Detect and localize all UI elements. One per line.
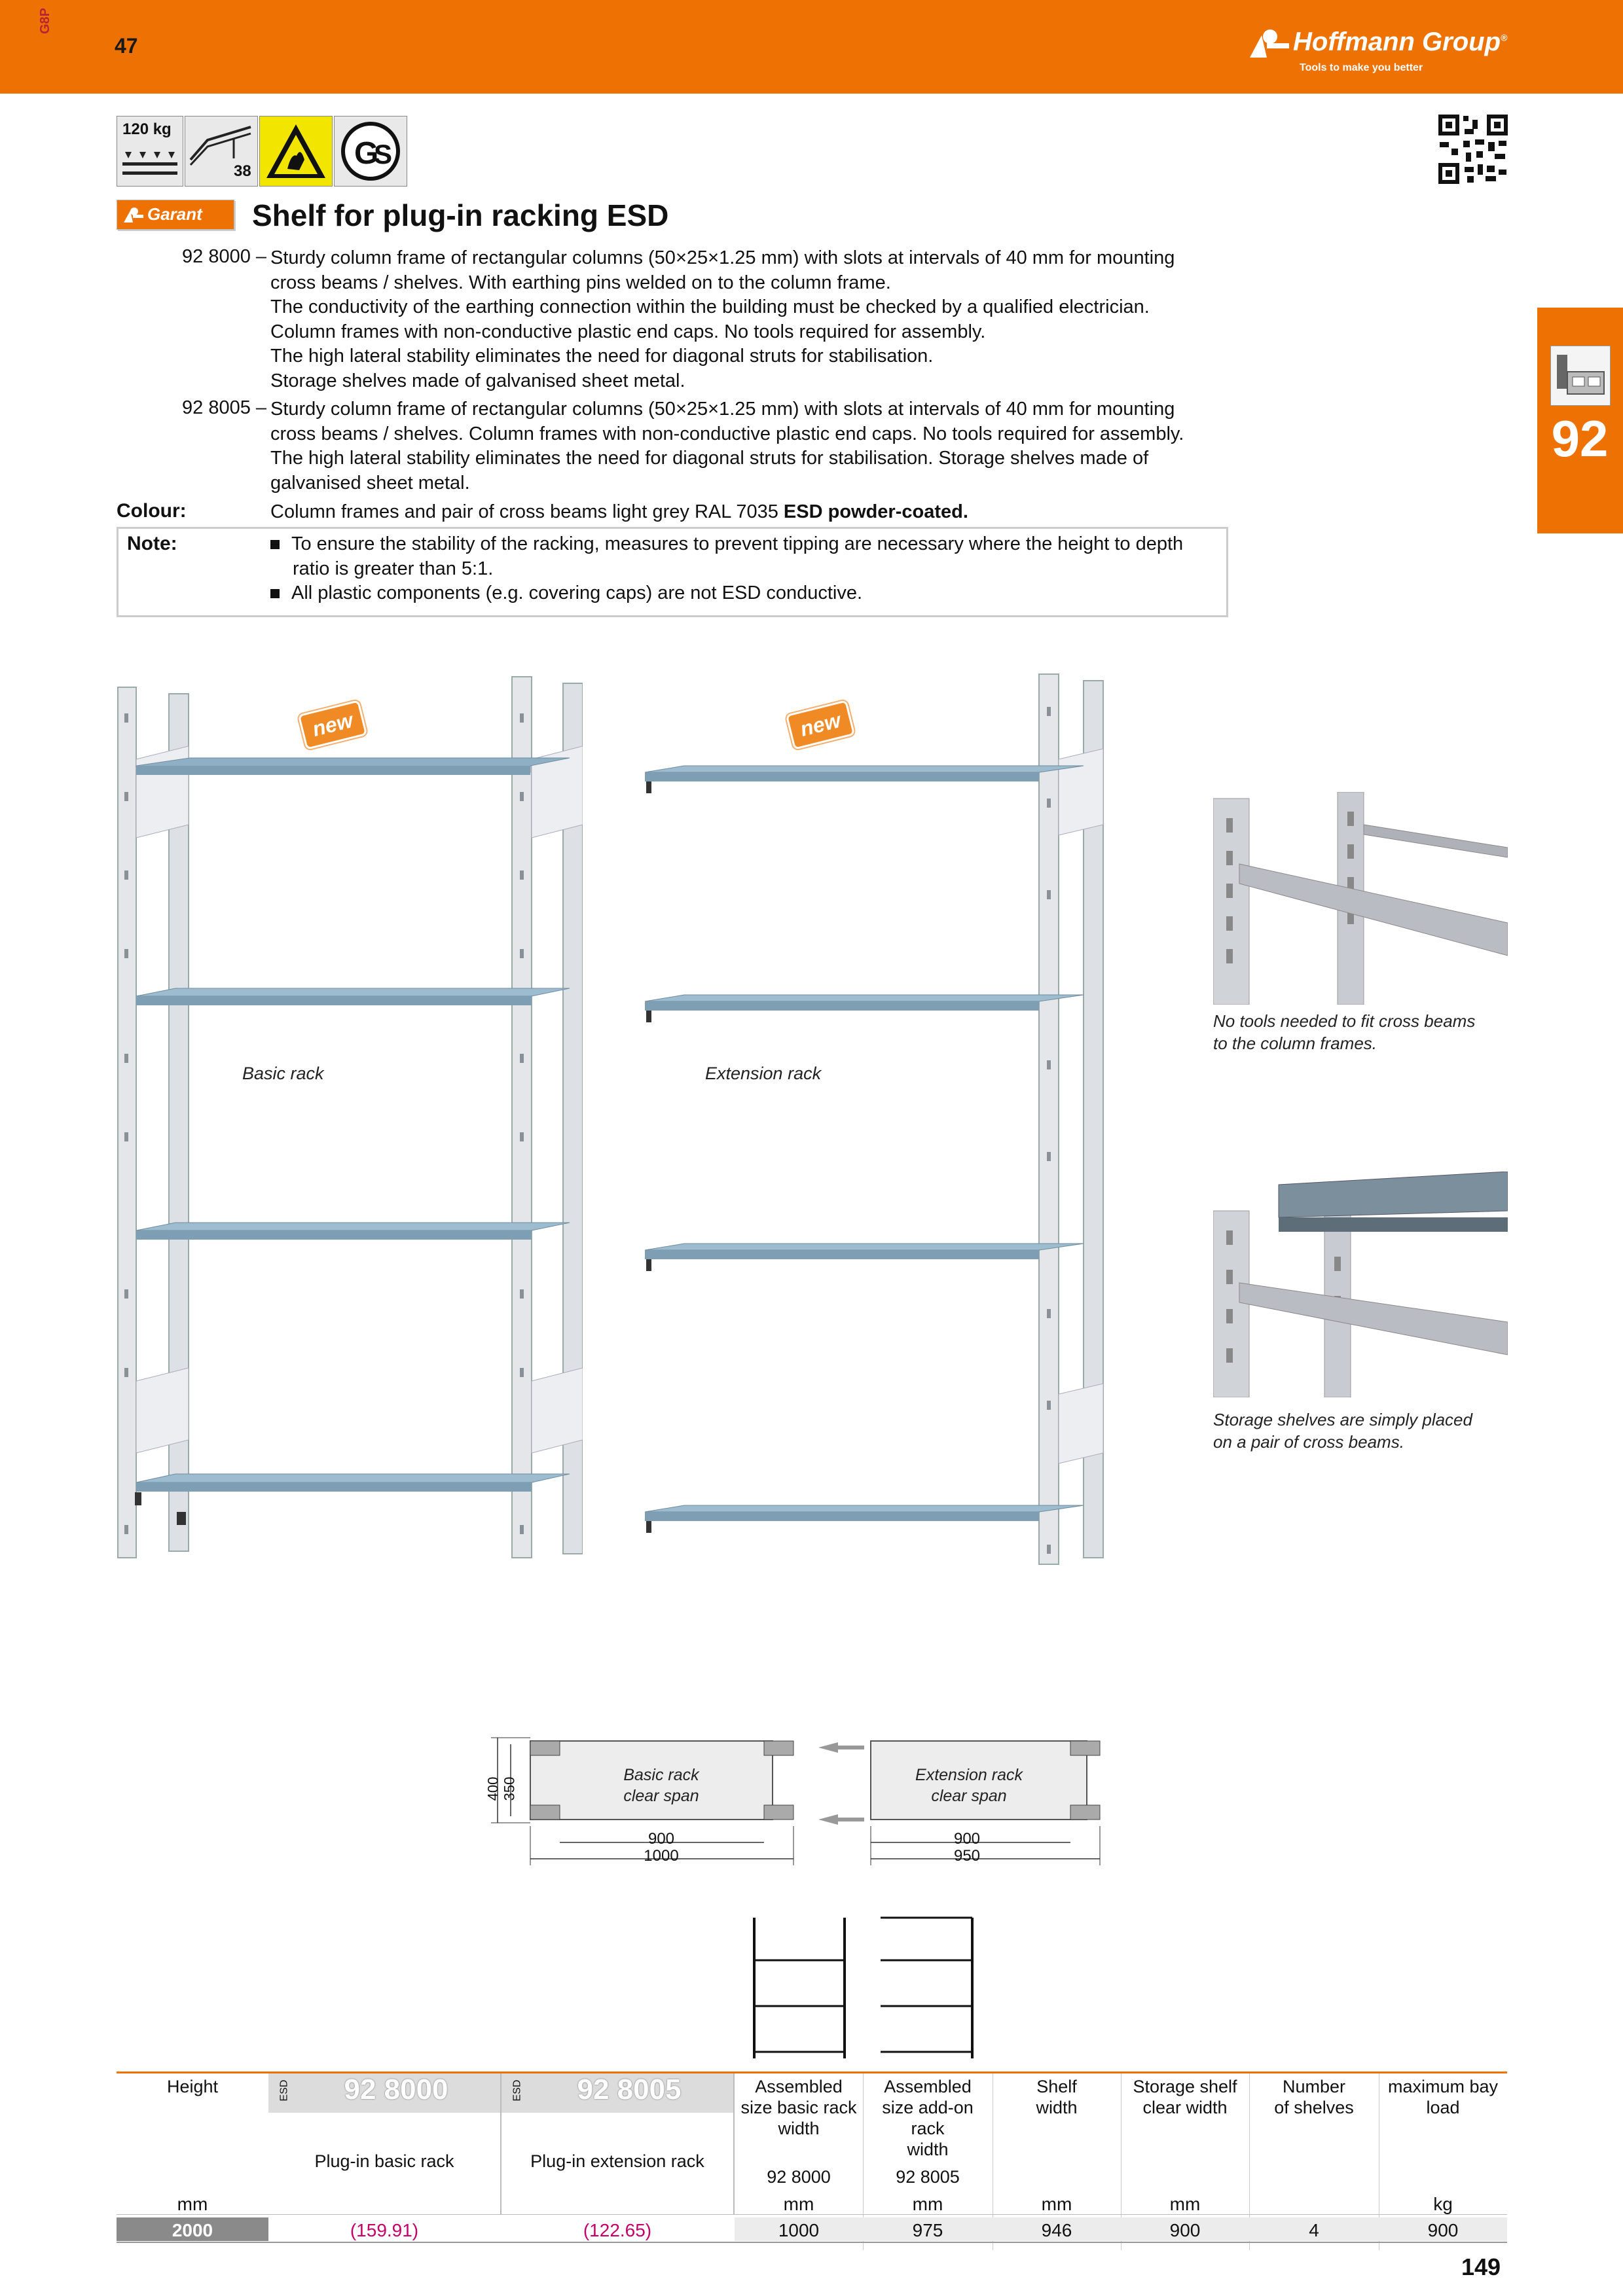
note-label: Note:: [127, 533, 177, 554]
catalog-side-code: G8P: [38, 7, 52, 34]
garant-logo-icon: [122, 206, 145, 224]
product-title: Shelf for plug-in racking ESD: [252, 198, 669, 232]
th-height: Height: [166, 2077, 219, 2096]
unit-assembled-basic: mm: [783, 2194, 814, 2214]
dim-basic-total: 1000: [644, 1847, 679, 1865]
unit-max-load: kg: [1433, 2194, 1453, 2214]
row-max-load: 900: [1427, 2220, 1459, 2240]
page-number: 149: [1461, 2253, 1501, 2280]
description-line: cross beams / shelves. Column frames with non-conductive plastic end caps. No tools required for assembly.: [270, 423, 1184, 444]
rack-schematic-icon: [746, 1914, 995, 2062]
svg-text:S: S: [374, 139, 393, 170]
row-storage-clear: 900: [1169, 2220, 1201, 2240]
esd-prefix-2: ESD: [511, 2079, 523, 2102]
unit-storage-clear: mm: [1169, 2194, 1201, 2214]
brand-tagline: Tools to make you better: [1300, 62, 1423, 73]
description-line: Storage shelves made of galvanised sheet metal.: [270, 370, 685, 391]
description-line: The conductivity of the earthing connection within the building must be checked by a qualified electrician.: [270, 296, 1150, 317]
bullet-icon: [270, 589, 280, 598]
th-code-928000: 92 8000: [344, 2073, 448, 2106]
th-plug-in-extension: Plug-in extension rack: [530, 2151, 704, 2171]
th-code-928005: 92 8005: [577, 2073, 682, 2106]
description-line: Column frames with non-conductive plastic end caps. No tools required for assembly.: [270, 321, 986, 342]
colour-label: Colour:: [117, 500, 187, 522]
description-928005: [270, 397, 1226, 495]
new-badge: new: [298, 700, 368, 750]
dim-depth-outer: 400: [484, 1776, 501, 1801]
basic-rack-caption: Basic rack: [242, 1064, 324, 1083]
cross-beam-detail-image: [1213, 792, 1508, 1005]
dim-basic-clear: 900: [647, 1830, 675, 1848]
esd-warning-icon: [259, 116, 333, 187]
extension-rack-caption: Extension rack: [705, 1064, 822, 1083]
section-number: 92: [1551, 410, 1609, 467]
description-line: The high lateral stability eliminates the need for diagonal struts for stabilisation.: [270, 346, 934, 367]
row-num-shelves: 4: [1309, 2220, 1319, 2240]
th-assembled-addon-ref: 92 8005: [896, 2167, 960, 2187]
esd-prefix-1: ESD: [278, 2079, 290, 2102]
bullet-icon: [270, 540, 280, 549]
garant-badge: Garant: [117, 200, 234, 230]
row-shelf-width: 946: [1041, 2220, 1072, 2240]
note-item: All plastic components (e.g. covering caps) are not ESD conductive.: [270, 581, 1213, 606]
row-assembled-addon: 975: [912, 2220, 943, 2240]
note-list: [270, 532, 1213, 606]
unit-height: mm: [177, 2194, 208, 2214]
qr-code-icon: [1437, 113, 1509, 185]
description-line: Sturdy column frame of rectangular columns (50×25×1.25 mm) with slots at intervals of 40 mm for mounting: [270, 247, 1175, 268]
row-height: 2000: [172, 2220, 213, 2240]
th-assembled-basic: Assembled size basic rack width: [740, 2077, 857, 2138]
machine-icon: [1550, 346, 1611, 406]
load-capacity-icon: 120 kg: [117, 116, 183, 187]
description-line: cross beams / shelves. With earthing pins welded on to the column frame.: [270, 272, 891, 293]
beam-depth-icon: 38: [185, 116, 258, 187]
description-line: Sturdy column frame of rectangular columns (50×25×1.25 mm) with slots at intervals of 40 mm for mounting: [270, 399, 1175, 420]
product-code-928000: 92 8000 –: [182, 246, 267, 267]
chapter-number: 47: [115, 34, 138, 58]
product-code-928005: 92 8005 –: [182, 397, 267, 418]
extension-rack-image: [638, 668, 1110, 1610]
caption-storage-shelves: Storage shelves are simply placed on a pair of cross beams.: [1213, 1410, 1472, 1452]
row-price-928005[interactable]: (122.65): [583, 2220, 652, 2240]
svg-text:G: G: [354, 136, 379, 171]
colour-text: Column frames and pair of cross beams light grey RAL 7035 ESD powder-coated.: [270, 501, 968, 522]
description-928000: [270, 246, 1226, 393]
th-max-load: maximum bay load: [1387, 2077, 1499, 2117]
new-badge: new: [786, 700, 856, 750]
table-bottom-rule: [117, 2242, 1507, 2243]
brand-name: Hoffmann Group®: [1293, 27, 1508, 56]
th-num-shelves: Number of shelves: [1274, 2077, 1354, 2117]
th-assembled-addon: Assembled size add-on rack width: [882, 2077, 974, 2159]
dim-ext-clear: 900: [953, 1830, 981, 1848]
basic-rack-clear-span: Basic rack clear span: [623, 1766, 699, 1805]
hoffmann-logo-icon: [1247, 26, 1293, 59]
th-assembled-basic-ref: 92 8000: [767, 2167, 831, 2187]
extension-rack-clear-span: Extension rack clear span: [915, 1766, 1023, 1805]
note-item-continued: ratio is greater than 5:1.: [293, 558, 494, 579]
note-item: To ensure the stability of the racking, measures to prevent tipping are necessary where the height to depth: [270, 532, 1213, 557]
storage-shelf-detail-image: [1213, 1172, 1508, 1397]
row-price-928000[interactable]: (159.91): [350, 2220, 419, 2240]
caption-cross-beams: No tools needed to fit cross beams to the column frames.: [1213, 1011, 1476, 1053]
gs-certification-icon: [334, 116, 407, 187]
description-line: The high lateral stability eliminates the need for diagonal struts for stabilisation. Storage shelves made of: [270, 448, 1149, 469]
row-assembled-basic: 1000: [778, 2220, 820, 2240]
basic-rack-image: [111, 661, 583, 1604]
th-plug-in-basic: Plug-in basic rack: [314, 2151, 454, 2171]
unit-assembled-addon: mm: [912, 2194, 943, 2214]
th-storage-clear: Storage shelf clear width: [1133, 2077, 1237, 2117]
unit-shelf-width: mm: [1041, 2194, 1072, 2214]
dim-depth-inner: 350: [501, 1776, 518, 1801]
dim-ext-total: 950: [953, 1847, 981, 1865]
description-line: galvanised sheet metal.: [270, 472, 470, 493]
th-shelf-width: Shelf width: [1036, 2077, 1078, 2117]
